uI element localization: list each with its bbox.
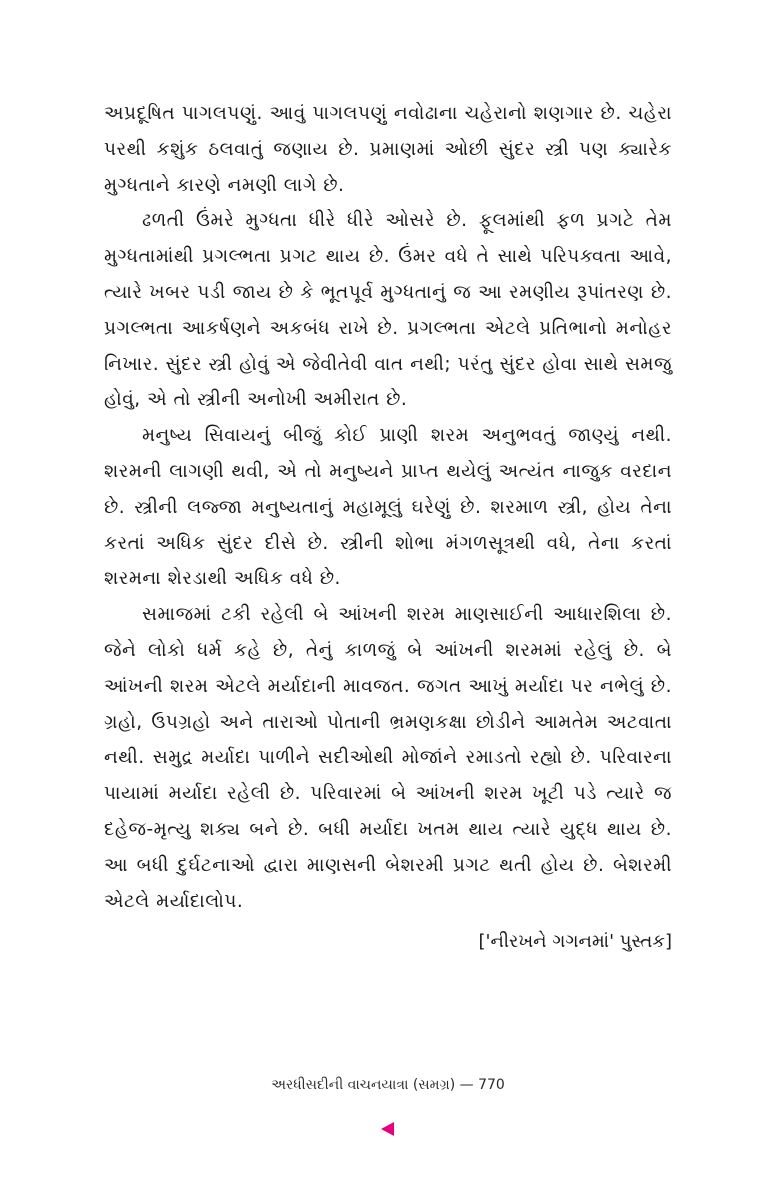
page-footer: અરધીસદીની વાચનયાત્રા (સમગ્ર) — 770 xyxy=(271,1077,505,1093)
body-text xyxy=(104,96,672,919)
previous-page-icon[interactable] xyxy=(381,1122,394,1136)
paragraph: ઢળતી ઉંમરે મુગ્ધતા ધીરે ધીરે ઓસરે છે. ફૂલમાંથી ફળ પ્રગટે તેમ મુગ્ધતામાંથી પ્રગલ્ભતા પ્રગટ થાય છે. ઉંમર વધે તે સાથે પરિપક્વતા આવે, ત્યારે ખબર પડી જાય છે કે ભૂતપૂર્વ મુગ્ધતાનું જ આ રમણીય રૂપાંતરણ છે. પ્રગલ્ભતા આકર્ષણને અકબંધ રાખે છે. પ્રગલ્ભતા એટલે પ્રતિભાનો મનોહર નિખાર. સુંદર સ્ત્રી હોવું એ જેવીતેવી વાત નથી; પરંતુ સુંદર હોવા સાથે સમજુ હોવું, એ તો સ્ત્રીની અનોખી અમીરાત છે. xyxy=(104,210,672,411)
paragraph: મનુષ્ય સિવાયનું બીજું કોઈ પ્રાણી શરમ અનુભવતું જાણ્યું નથી. શરમની લાગણી થવી, એ તો મનુષ્યને પ્રાપ્ત થયેલું અત્યંત નાજુક વરદાન છે. સ્ત્રીની લજ્જા મનુષ્યતાનું મહામૂલું ઘરેણું છે. શરમાળ સ્ત્રી, હોય તેના કરતાં અધિક સુંદર દીસે છે. સ્ત્રીની શોભા મંગળસૂત્રથી વધે, તેના કરતાં શરમના શેરડાથી અધિક વધે છે. xyxy=(104,425,672,590)
paragraph: સમાજમાં ટકી રહેલી બે આંખની શરમ માણસાઈની આધારશિલા છે. જેને લોકો ધર્મ કહે છે, તેનું કાળજું બે આંખની શરમમાં રહેલું છે. બે આંખની શરમ એટલે મર્યાદાની માવજત. જગત આખું મર્યાદા પર નભેલું છે. ગ્રહો, ઉપગ્રહો અને તારાઓ પોતાની ભ્રમણકક્ષા છોડીને આમતેમ અટવાતા નથી. સમુદ્ર મર્યાદા પાળીને સદીઓથી મોજાંને રમાડતો રહ્યો છે. પરિવારના પાયામાં મર્યાદા રહેલી છે. પરિવારમાં બે આંખની શરમ ખૂટી પડે ત્યારે જ દહેજ-મૃત્યુ શક્ય બને છે. બધી મર્યાદા ખતમ થાય ત્યારે યુદ્ધ થાય છે. આ બધી દુર્ઘટનાઓ દ્વારા માણસની બેશરમી પ્રગટ થતી હોય છે. બેશરમી એટલે મર્યાદાલોપ. xyxy=(104,604,672,912)
paragraph: અપ્રદૂષિત પાગલપણું. આવું પાગલપણું નવોઢાના ચહેરાનો શણગાર છે. ચહેરા પરથી કશુંક ઠલવાતું જણાય છે. પ્રમાણમાં ઓછી સુંદર સ્ત્રી પણ ક્યારેક મુગ્ધતાને કારણે નમણી લાગે છે. xyxy=(104,103,672,196)
source-citation: ['નીરખને ગગનમાં' પુસ્તક] xyxy=(478,931,672,952)
